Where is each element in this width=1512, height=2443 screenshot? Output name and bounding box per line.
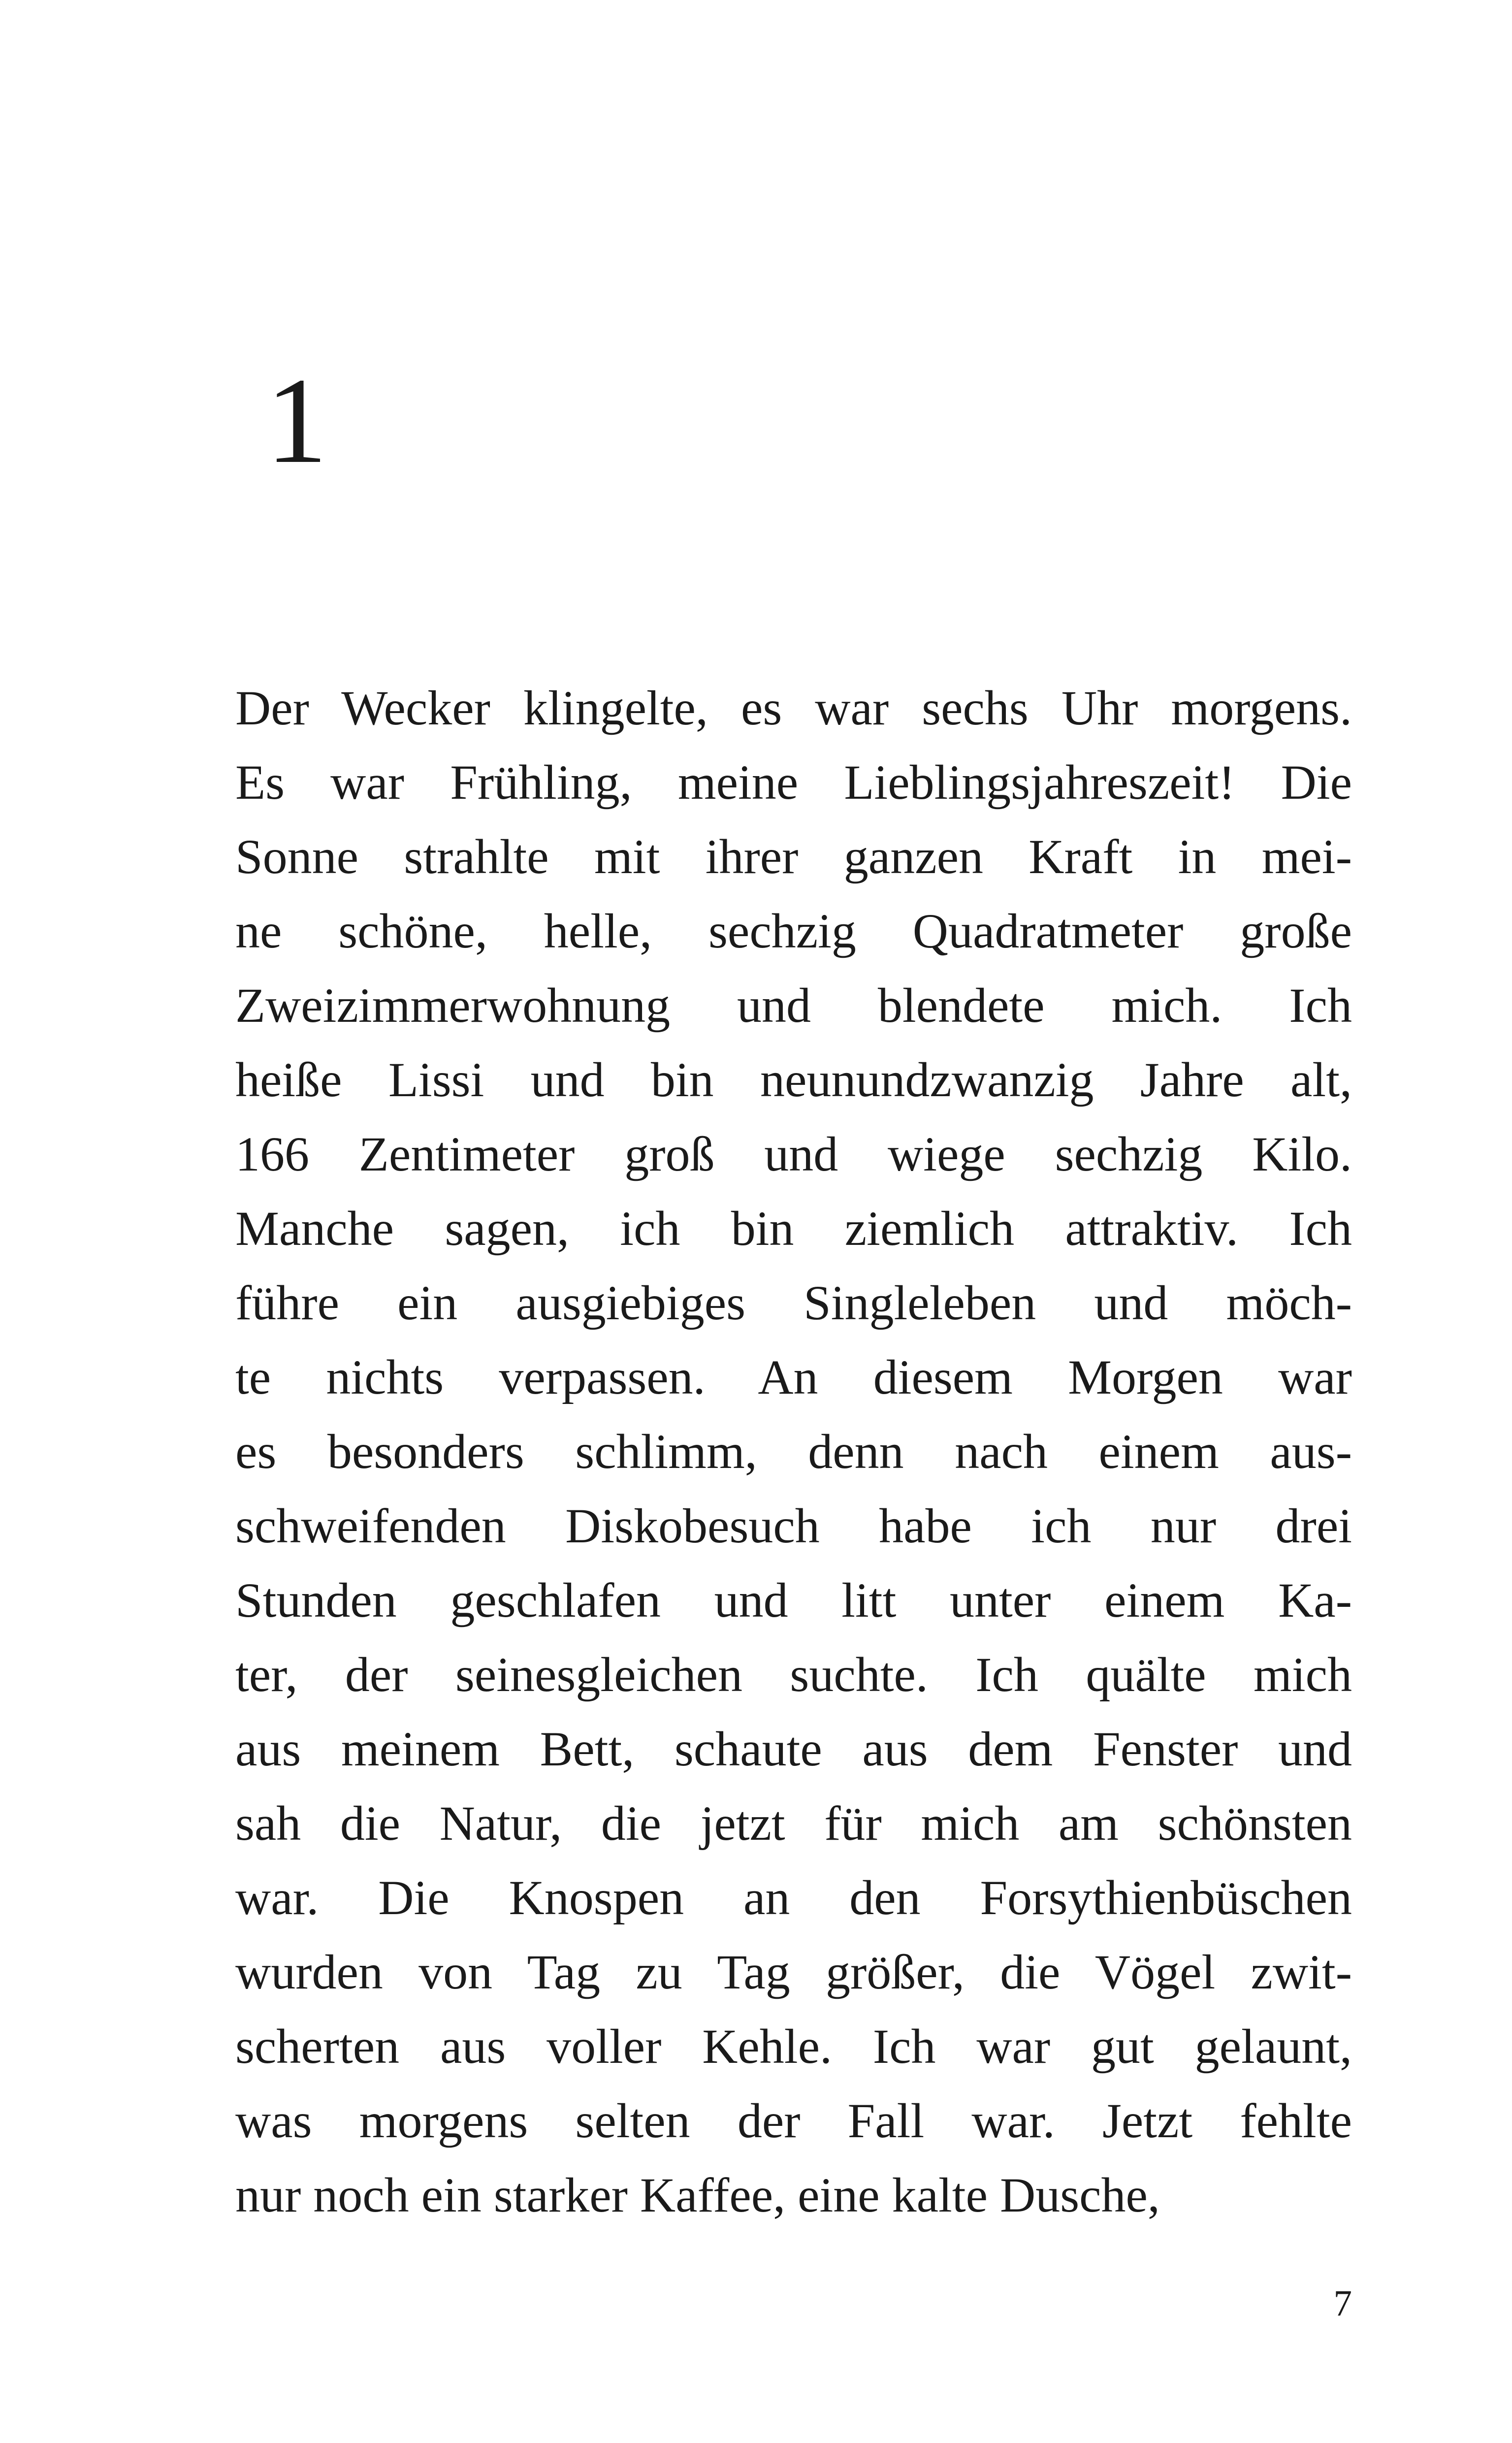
text-line: sah die Natur, die jetzt für mich am schönsten <box>235 1796 1352 1851</box>
text-line: te nichts verpassen. An diesem Morgen war <box>235 1350 1352 1404</box>
text-line: heiße Lissi und bin neunundzwanzig Jahre alt, <box>235 1052 1352 1107</box>
text-line: 166 Zentimeter groß und wiege sechzig Kilo. <box>235 1127 1352 1181</box>
page-number: 7 <box>1333 2283 1352 2324</box>
text-line: Es war Frühling, meine Lieblingsjahreszeit! Die <box>235 755 1352 810</box>
text-line: führe ein ausgiebiges Singleleben und möch- <box>235 1275 1352 1330</box>
text-line: Der Wecker klingelte, es war sechs Uhr morgens. <box>235 681 1352 735</box>
chapter-number: 1 <box>266 353 327 489</box>
text-line: schweifenden Diskobesuch habe ich nur drei <box>235 1498 1352 1553</box>
text-line: nur noch ein starker Kaffee, eine kalte Dusche, <box>235 2168 1160 2222</box>
text-line: aus meinem Bett, schaute aus dem Fenster und <box>235 1722 1352 1776</box>
text-line: scherten aus voller Kehle. Ich war gut gelaunt, <box>235 2019 1352 2074</box>
text-line: ter, der seinesgleichen suchte. Ich quälte mich <box>235 1647 1352 1702</box>
text-line: was morgens selten der Fall war. Jetzt fehlte <box>235 2093 1352 2148</box>
text-line: war. Die Knospen an den Forsythienbüschen <box>235 1870 1352 1925</box>
text-line: ne schöne, helle, sechzig Quadratmeter große <box>235 904 1352 958</box>
body-text <box>235 671 1352 2232</box>
text-line: Zweizimmerwohnung und blendete mich. Ich <box>235 978 1352 1033</box>
text-line: wurden von Tag zu Tag größer, die Vögel zwit- <box>235 1945 1352 1999</box>
text-line: Sonne strahlte mit ihrer ganzen Kraft in mei- <box>235 829 1352 884</box>
text-line: Manche sagen, ich bin ziemlich attraktiv. Ich <box>235 1201 1352 1256</box>
text-line: Stunden geschlafen und litt unter einem Ka- <box>235 1573 1352 1628</box>
text-line: es besonders schlimm, denn nach einem aus- <box>235 1424 1352 1479</box>
